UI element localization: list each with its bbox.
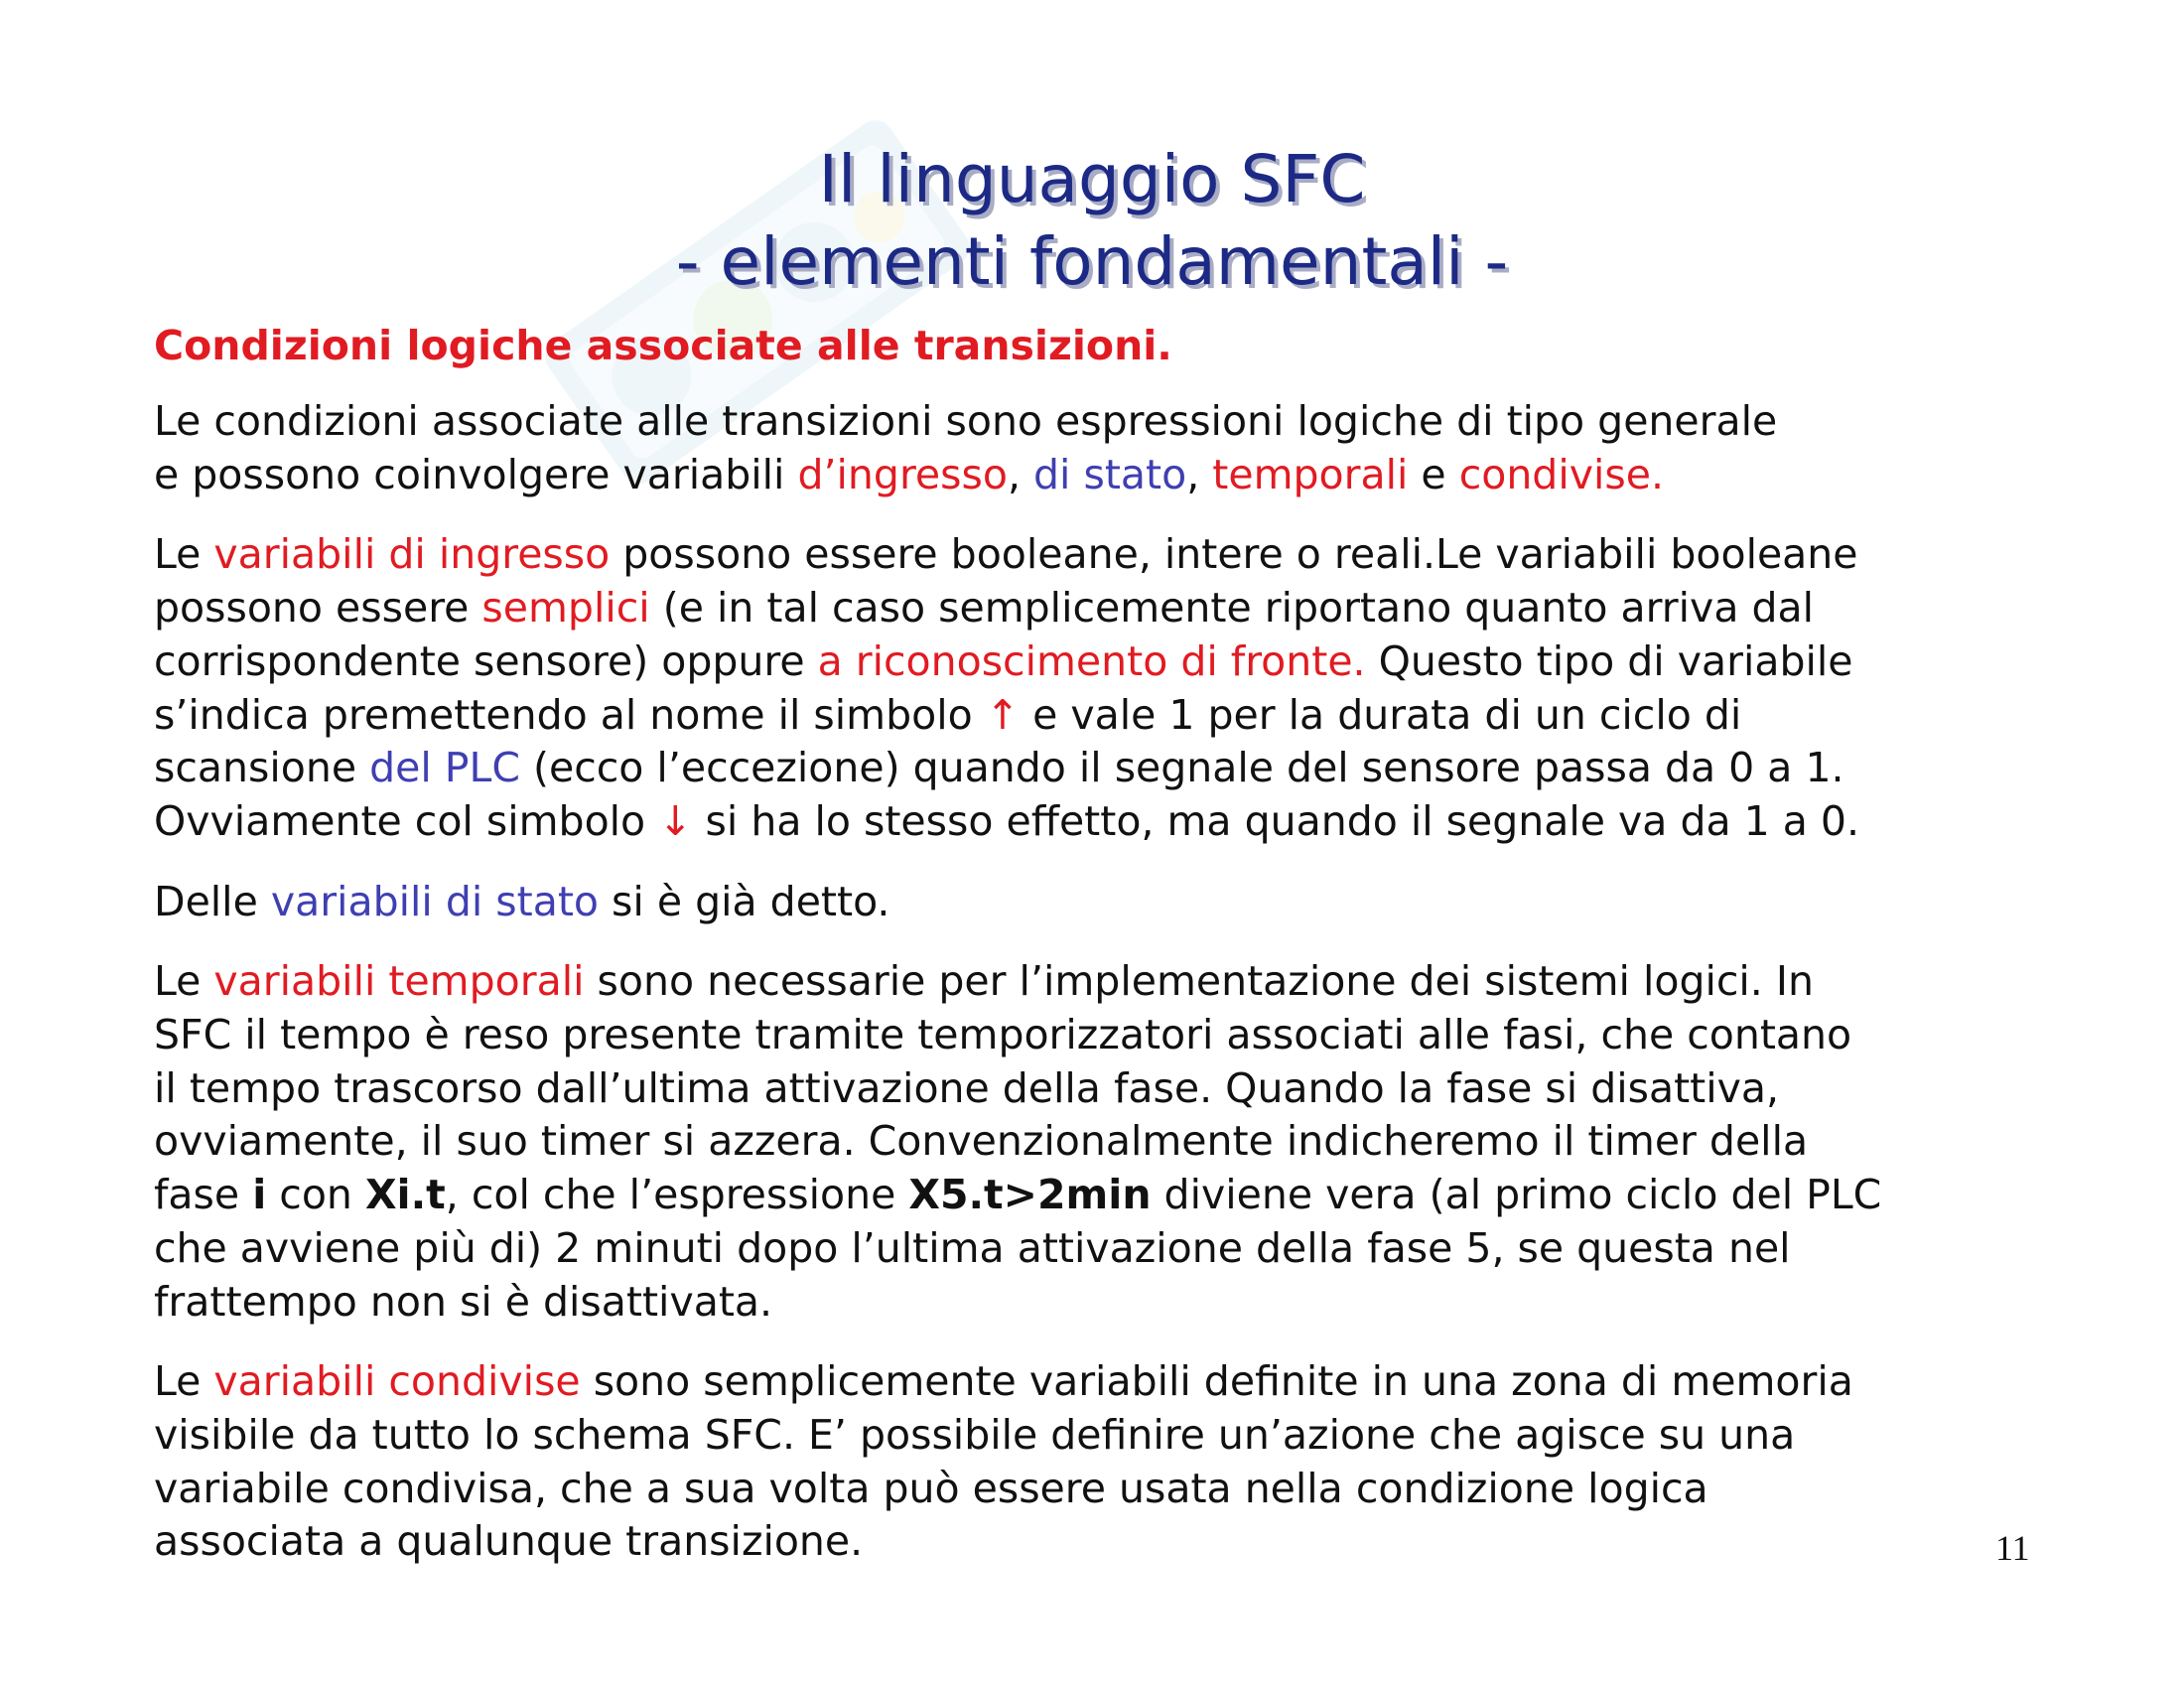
text-line: scansione del PLC (ecco l’eccezione) quando il segnale del sensore passa da 0 a 1. (154, 744, 1844, 792)
section-heading: Condizioni logiche associate alle transizioni. (154, 322, 1172, 369)
term-riconoscimento-fronte: a riconoscimento di fronte. (817, 636, 1366, 685)
slide-title-line1: Il linguaggio SFC (818, 141, 1366, 217)
text-line: che avviene più di) 2 minuti dopo l’ultima attivazione della fase 5, se questa nel (154, 1223, 1791, 1272)
paragraph-ingresso (154, 528, 2060, 848)
term-variabili-ingresso: variabili di ingresso (213, 530, 611, 579)
text-line: s’indica premettendo al nome il simbolo ↑ e vale 1 per la durata di un ciclo di (154, 690, 1742, 739)
expression-x5t: X5.t>2min (908, 1171, 1152, 1219)
text-line: Le variabili temporali sono necessarie per l’implementazione dei sistemi logici. In (154, 957, 1814, 1006)
paragraph-condivise (154, 1355, 2060, 1569)
text-line: frattempo non si è disattivata. (154, 1277, 773, 1326)
text-line: Ovviamente col simbolo ↓ si ha lo stesso effetto, ma quando il segnale va da 1 a 0. (154, 796, 1860, 845)
text-line: ovviamente, il suo timer si azzera. Convenzionalmente indicheremo il timer della (154, 1117, 1809, 1166)
text-line: Le condizioni associate alle transizioni sono espressioni logiche di tipo generale (154, 397, 1778, 445)
term-stato: di stato (1033, 450, 1187, 498)
term-del-plc: del PLC (369, 744, 520, 792)
text-line: fase i con Xi.t, col che l’espressione X5.t>2min diviene vera (al primo ciclo del PLC (154, 1171, 1882, 1219)
text-line: e possono coinvolgere variabili d’ingresso, di stato, temporali e condivise. (154, 450, 1664, 498)
term-variabili-condivise: variabili condivise (213, 1357, 581, 1406)
arrow-down-icon: ↓ (658, 796, 693, 845)
text-line: Le variabili condivise sono semplicemente variabili definite in una zona di memoria (154, 1357, 1853, 1406)
paragraph-temporali (154, 955, 2060, 1329)
text-line: il tempo trascorso dall’ultima attivazione della fase. Quando la fase si disattiva, (154, 1063, 1780, 1112)
text-line: associata a qualunque transizione. (154, 1517, 864, 1566)
text-line: Le variabili di ingresso possono essere booleane, intere o reali.Le variabili booleane (154, 530, 1858, 579)
text-line: Delle variabili di stato si è già detto. (154, 877, 890, 925)
term-semplici: semplici (481, 584, 650, 633)
text-line: possono essere semplici (e in tal caso semplicemente riportano quanto arriva dal (154, 584, 1815, 633)
symbol-xi-t: Xi.t (364, 1171, 446, 1219)
term-temporali: temporali (1212, 450, 1409, 498)
paragraph-intro (154, 395, 2060, 501)
term-condivise: condivise. (1458, 450, 1664, 498)
text-line: variabile condivisa, che a sua volta può essere usata nella condizione logica (154, 1464, 1708, 1512)
text-line: corrispondente sensore) oppure a riconoscimento di fronte. Questo tipo di variabile (154, 636, 1853, 685)
paragraph-stato (154, 876, 2060, 929)
text-line: visibile da tutto lo schema SFC. E’ possibile definire un’azione che agisce su una (154, 1410, 1796, 1459)
term-variabili-stato: variabili di stato (270, 877, 600, 925)
symbol-i: i (252, 1171, 267, 1219)
term-variabili-temporali: variabili temporali (213, 957, 585, 1006)
arrow-up-icon: ↑ (985, 690, 1021, 739)
page-number: 11 (1995, 1528, 2030, 1568)
slide-body (154, 395, 2060, 1596)
text-line: SFC il tempo è reso presente tramite temporizzatori associati alle fasi, che contano (154, 1011, 1852, 1059)
term-ingresso: d’ingresso (797, 450, 1008, 498)
slide-title-line2: - elementi fondamentali - (675, 223, 1509, 300)
